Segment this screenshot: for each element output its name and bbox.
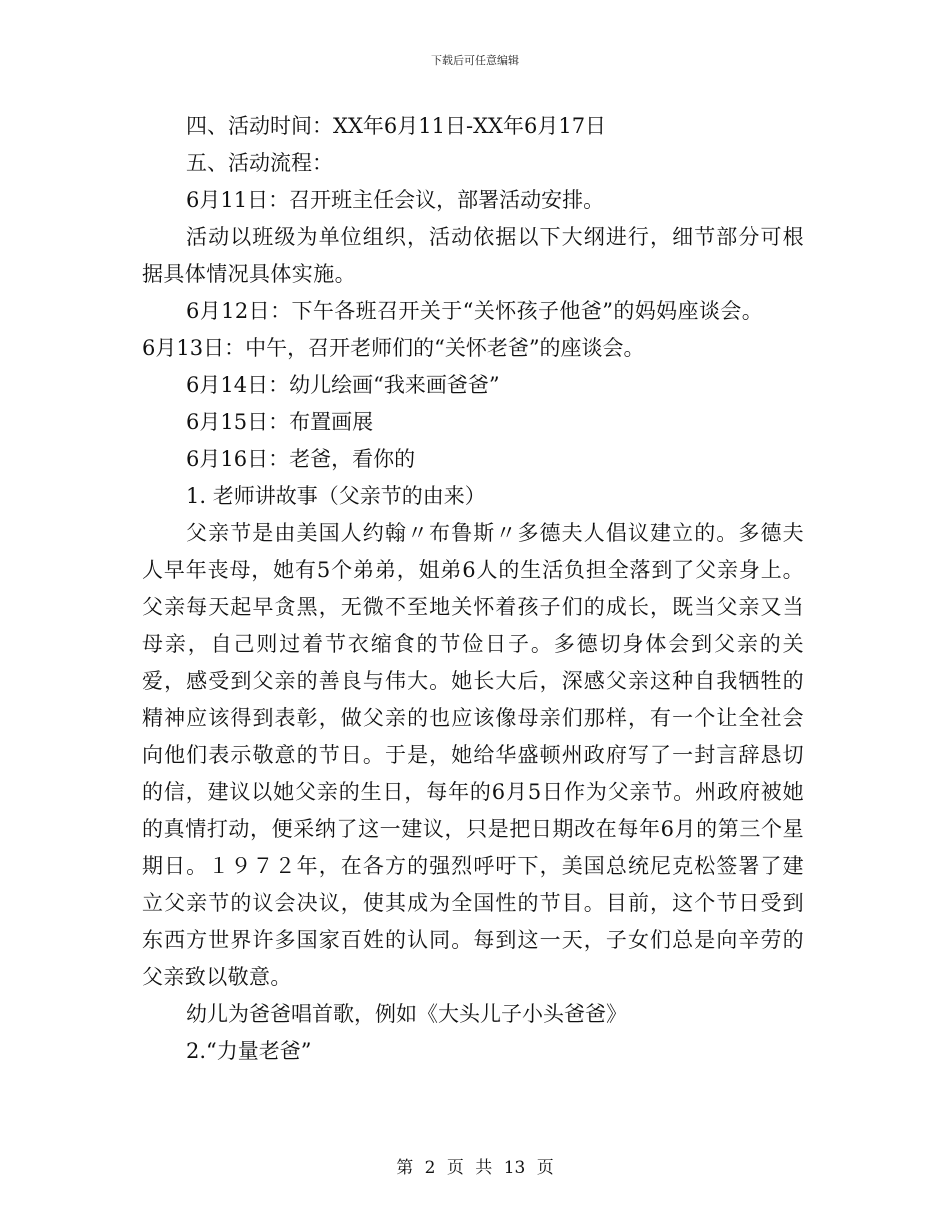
schedule-day-16: 6月16日：老爸，看你的	[186, 447, 416, 471]
list-item-2: 2.“力量老爸”	[186, 1039, 312, 1063]
list-item-1: 1. 老师讲故事（父亲节的由来）	[186, 484, 486, 508]
schedule-day-12: 6月12日：下午各班召开关于“关怀孩子他爸”的妈妈座谈会。	[186, 299, 764, 323]
schedule-day-15: 6月15日：布置画展	[186, 410, 374, 434]
schedule-day-14: 6月14日：幼儿绘画“我来画爸爸”	[186, 373, 500, 397]
fathers-day-story-paragraph: 父亲节是由美国人约翰〃布鲁斯〃多德夫人倡议建立的。多德夫人早年丧母，她有5个弟弟，姐弟6人的生活负担全落到了父亲身上。父亲每天起早贪黑，无微不至地关怀着孩子们的成长，既当父亲又当母亲，自己则过着节衣缩食的节俭日子。多德切身体会到父亲的关爱，感受到父亲的善良与伟大。她长大后，深感父亲这种自我牺牲的精神应该得到表彰，做父亲的也应该像母亲们那样，有一个让全社会向他们表示敬意的节日。于是，她给华盛顿州政府写了一封言辞恳切的信，建议以她父亲的生日，每年的6月5日作为父亲节。州政府被她的真情打动，便采纳了这一建议，只是把日期改在每年6月的第三个星期日。１９７２年，在各方的强烈呼吁下，美国总统尼克松签署了建立父亲节的议会决议，使其成为全国性的节目。目前，这个节日受到东西方世界许多国家百姓的认同。每到这一天，子女们总是向辛劳的父亲致以敬意。	[142, 521, 804, 989]
activity-time-line: 四、活动时间：XX年6月11日-XX年6月17日	[186, 114, 607, 138]
activity-process-heading: 五、活动流程：	[186, 151, 333, 175]
page-header: 下载后可任意编辑	[431, 54, 519, 67]
organization-paragraph: 活动以班级为单位组织，活动依据以下大纲进行，细节部分可根据具体情况具体实施。	[142, 225, 804, 286]
schedule-day-11: 6月11日：召开班主任会议，部署活动安排。	[186, 188, 605, 212]
document-body	[142, 108, 804, 1070]
page-number: 第 2 页 共 13 页	[396, 1158, 554, 1178]
song-line: 幼儿为爸爸唱首歌，例如《大头儿子小头爸爸》	[186, 1002, 627, 1026]
schedule-day-13: 6月13日：中午，召开老师们的“关怀老爸”的座谈会。	[142, 336, 645, 360]
